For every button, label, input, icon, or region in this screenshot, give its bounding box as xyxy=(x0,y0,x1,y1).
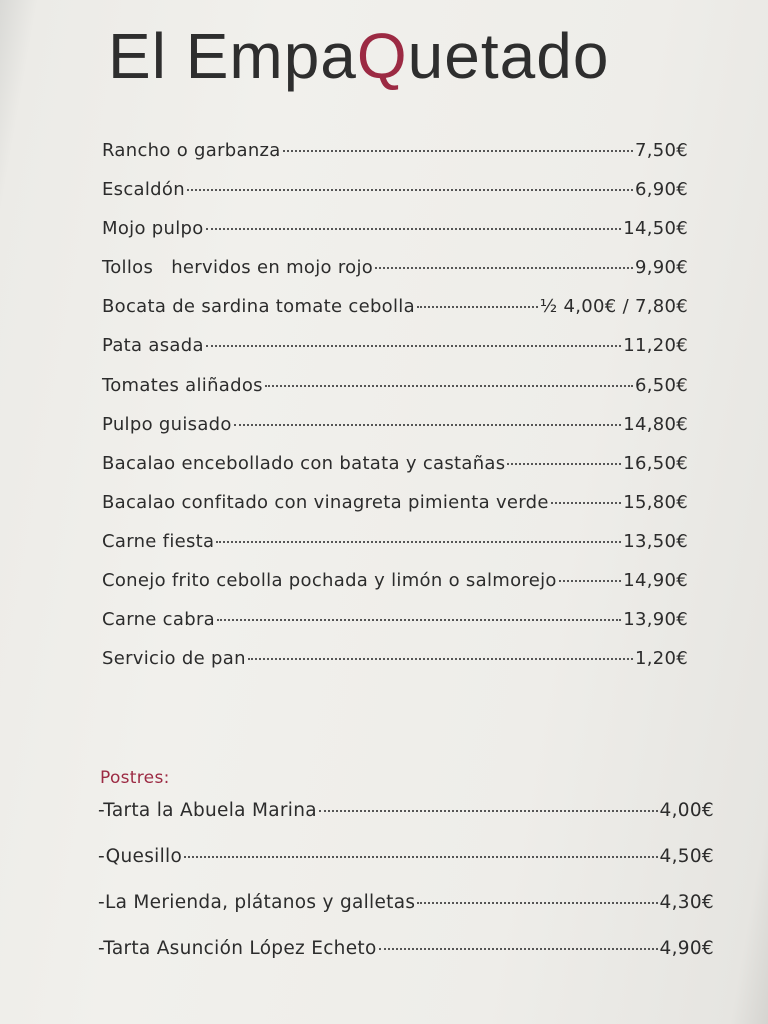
logo-text-start: El Empa xyxy=(108,20,357,92)
dot-leader xyxy=(206,345,621,347)
menu-item xyxy=(102,609,688,648)
menu-item xyxy=(102,257,688,296)
item-name: Bocata de sardina tomate cebolla xyxy=(102,296,415,318)
item-name: Mojo pulpo xyxy=(102,218,204,240)
item-price: 6,50€ xyxy=(634,374,688,396)
item-price: ½ 4,00€ / 7,80€ xyxy=(539,296,688,318)
dot-leader xyxy=(217,619,621,621)
item-price: 9,90€ xyxy=(634,257,688,279)
main-dishes-list xyxy=(102,140,688,687)
dot-leader xyxy=(551,502,621,504)
dot-leader xyxy=(248,658,633,660)
dot-leader xyxy=(417,306,538,308)
dessert-item xyxy=(98,938,714,984)
item-name: Servicio de pan xyxy=(102,648,246,670)
desserts-list xyxy=(98,800,714,984)
item-name: Bacalao encebollado con batata y castañas xyxy=(102,452,506,474)
item-price: 4,90€ xyxy=(659,938,714,959)
item-price: 7,50€ xyxy=(634,140,688,161)
item-price: 14,80€ xyxy=(623,413,688,435)
item-price: 1,20€ xyxy=(634,648,688,670)
item-name: Rancho o garbanza xyxy=(102,140,281,161)
item-name: Escaldón xyxy=(102,179,185,201)
item-price: 11,20€ xyxy=(623,335,688,357)
dot-leader xyxy=(187,189,633,191)
dessert-item xyxy=(98,800,714,846)
menu-item xyxy=(102,140,688,179)
item-price: 13,50€ xyxy=(623,530,688,552)
desserts-heading: Postres: xyxy=(100,768,170,788)
menu-item xyxy=(102,648,688,687)
dot-leader xyxy=(507,463,621,465)
item-price: 6,90€ xyxy=(634,179,688,201)
item-price: 13,90€ xyxy=(623,609,688,631)
item-price: 4,30€ xyxy=(659,892,714,913)
item-name: -Quesillo xyxy=(98,846,183,867)
dot-leader xyxy=(216,541,621,543)
item-price: 14,50€ xyxy=(623,218,688,240)
item-name: -Tarta la Abuela Marina xyxy=(98,800,317,821)
dot-leader xyxy=(379,948,658,950)
menu-item xyxy=(102,531,688,570)
item-name: Tollos hervidos en mojo rojo xyxy=(102,257,374,279)
item-price: 4,50€ xyxy=(659,846,714,867)
restaurant-logo xyxy=(108,20,610,92)
dot-leader xyxy=(559,580,622,582)
menu-item xyxy=(102,296,688,335)
dot-leader xyxy=(206,228,622,230)
menu-item xyxy=(102,375,688,414)
item-price: 15,80€ xyxy=(623,491,688,513)
item-name: Pata asada xyxy=(102,335,204,357)
menu-item xyxy=(102,414,688,453)
menu-item xyxy=(102,492,688,531)
item-name: Pulpo guisado xyxy=(102,413,232,435)
dot-leader xyxy=(375,267,633,269)
dot-leader xyxy=(417,902,657,904)
menu-item xyxy=(102,218,688,257)
dessert-item xyxy=(98,892,714,938)
item-name: -Tarta Asunción López Echeto xyxy=(98,938,377,959)
item-name: Carne cabra xyxy=(102,609,215,631)
menu-item xyxy=(102,179,688,218)
item-name: Carne fiesta xyxy=(102,530,215,552)
dot-leader xyxy=(283,150,633,152)
logo-text-end: uetado xyxy=(407,20,610,92)
item-name: Tomates aliñados xyxy=(102,374,263,396)
menu-item xyxy=(102,335,688,374)
menu-item xyxy=(102,453,688,492)
dot-leader xyxy=(234,424,622,426)
dessert-item xyxy=(98,846,714,892)
item-price: 14,90€ xyxy=(623,570,688,592)
item-name: Bacalao confitado con vinagreta pimienta verde xyxy=(102,491,549,513)
logo-letter-q: Q xyxy=(356,20,408,92)
item-name: -La Merienda, plátanos y galletas xyxy=(98,892,416,913)
item-name: Conejo frito cebolla pochada y limón o salmorejo xyxy=(102,570,557,592)
dot-leader xyxy=(265,385,633,387)
menu-item xyxy=(102,570,688,609)
dot-leader xyxy=(184,856,657,858)
dot-leader xyxy=(319,810,658,812)
item-price: 4,00€ xyxy=(659,800,714,821)
item-price: 16,50€ xyxy=(623,452,688,474)
